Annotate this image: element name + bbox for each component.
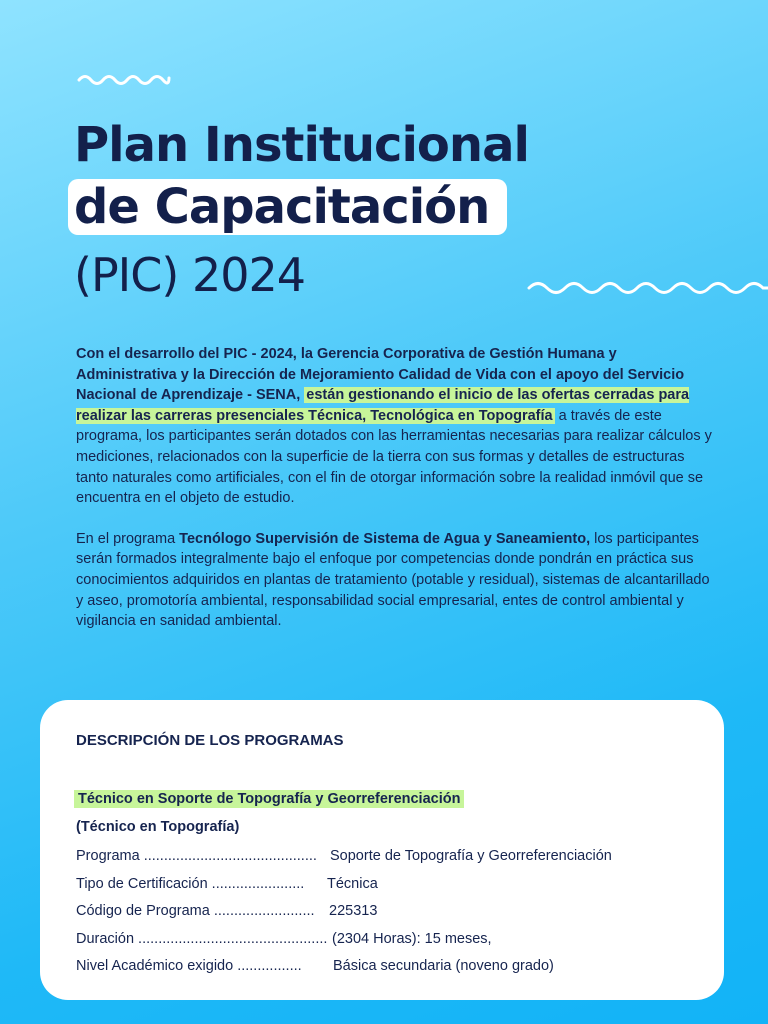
detail-row-nivel-academico [76, 956, 612, 984]
program-name: Técnico en Soporte de Topografía y Georreferenciación [74, 790, 464, 808]
detail-value: Técnica [327, 875, 378, 892]
program-subtitle: (Técnico en Topografía) [76, 819, 240, 835]
wave-decoration-right [526, 276, 768, 298]
card-heading: DESCRIPCIÓN DE LOS PROGRAMAS [76, 732, 344, 749]
intro-bold-lead: Con el desarrollo del PIC - 2024, la Gerencia Corporativa de Gestión Humana y Administrativa y la Dirección de Mejoramiento Calidad de Vida con el apoyo del Servicio Nacional de Aprendizaje - SENA, [76, 346, 685, 404]
detail-row-programa [76, 846, 612, 874]
title-line-2-text: de Capacitación [68, 179, 507, 235]
intro-p2-rest: los participantes serán formados integralmente bajo el enfoque por competencias donde pondrán en práctica sus conocimientos adquiridos en plantas de tratamiento (potable y residual), sistemas de alcantarillado y aseo, promotoría ambiental, responsabilidad social empresarial, entes de control ambiental y vigilancia en sanidad ambiental. [76, 530, 710, 630]
detail-value: 225313 [329, 903, 378, 919]
intro-paragraph-2 [76, 529, 716, 632]
intro-paragraph-1 [76, 344, 716, 509]
detail-row-duracion [76, 929, 612, 957]
detail-label: Código de Programa ......................... [76, 903, 315, 919]
page-title [74, 114, 529, 306]
wave-decoration-top [76, 70, 172, 86]
intro-p2-program: Tecnólogo Supervisión de Sistema de Agua y Saneamiento, [179, 530, 591, 547]
detail-row-codigo-programa [76, 901, 612, 929]
detail-label: Duración ............................................... [76, 930, 328, 947]
intro-highlight: están gestionando el inicio de las ofertas cerradas para realizar las carreras presenciales Técnica, Tecnológica en Topografía [76, 387, 690, 424]
title-line-2 [74, 176, 529, 238]
detail-value: Soporte de Topografía y Georreferenciación [330, 848, 612, 864]
intro-p2-start: En el programa [76, 530, 176, 547]
intro-text [76, 344, 716, 632]
detail-row-tipo-certificacion [76, 874, 612, 902]
detail-label: Programa ........................................... [76, 848, 317, 864]
program-description-card [40, 700, 724, 1000]
detail-value: (2304 Horas): 15 meses, [332, 930, 492, 947]
detail-label: Nivel Académico exigido ................ [76, 958, 302, 974]
detail-label: Tipo de Certificación ....................... [76, 875, 305, 892]
title-line-1: Plan Institucional [74, 117, 529, 173]
intro-rest: a través de este programa, los participantes serán dotados con las herramientas necesarias para realizar cálculos y mediciones, relacionados con la superficie de la tierra con sus formas y detalles de estructuras tanto naturales como artificiales, con el fin de otorgar información sobre la realidad inmóvil que se encuentra en el objeto de estudio. [76, 407, 712, 507]
program-details [76, 846, 612, 984]
detail-value: Básica secundaria (noveno grado) [333, 958, 554, 974]
title-line-3: (PIC) 2024 [74, 248, 306, 302]
